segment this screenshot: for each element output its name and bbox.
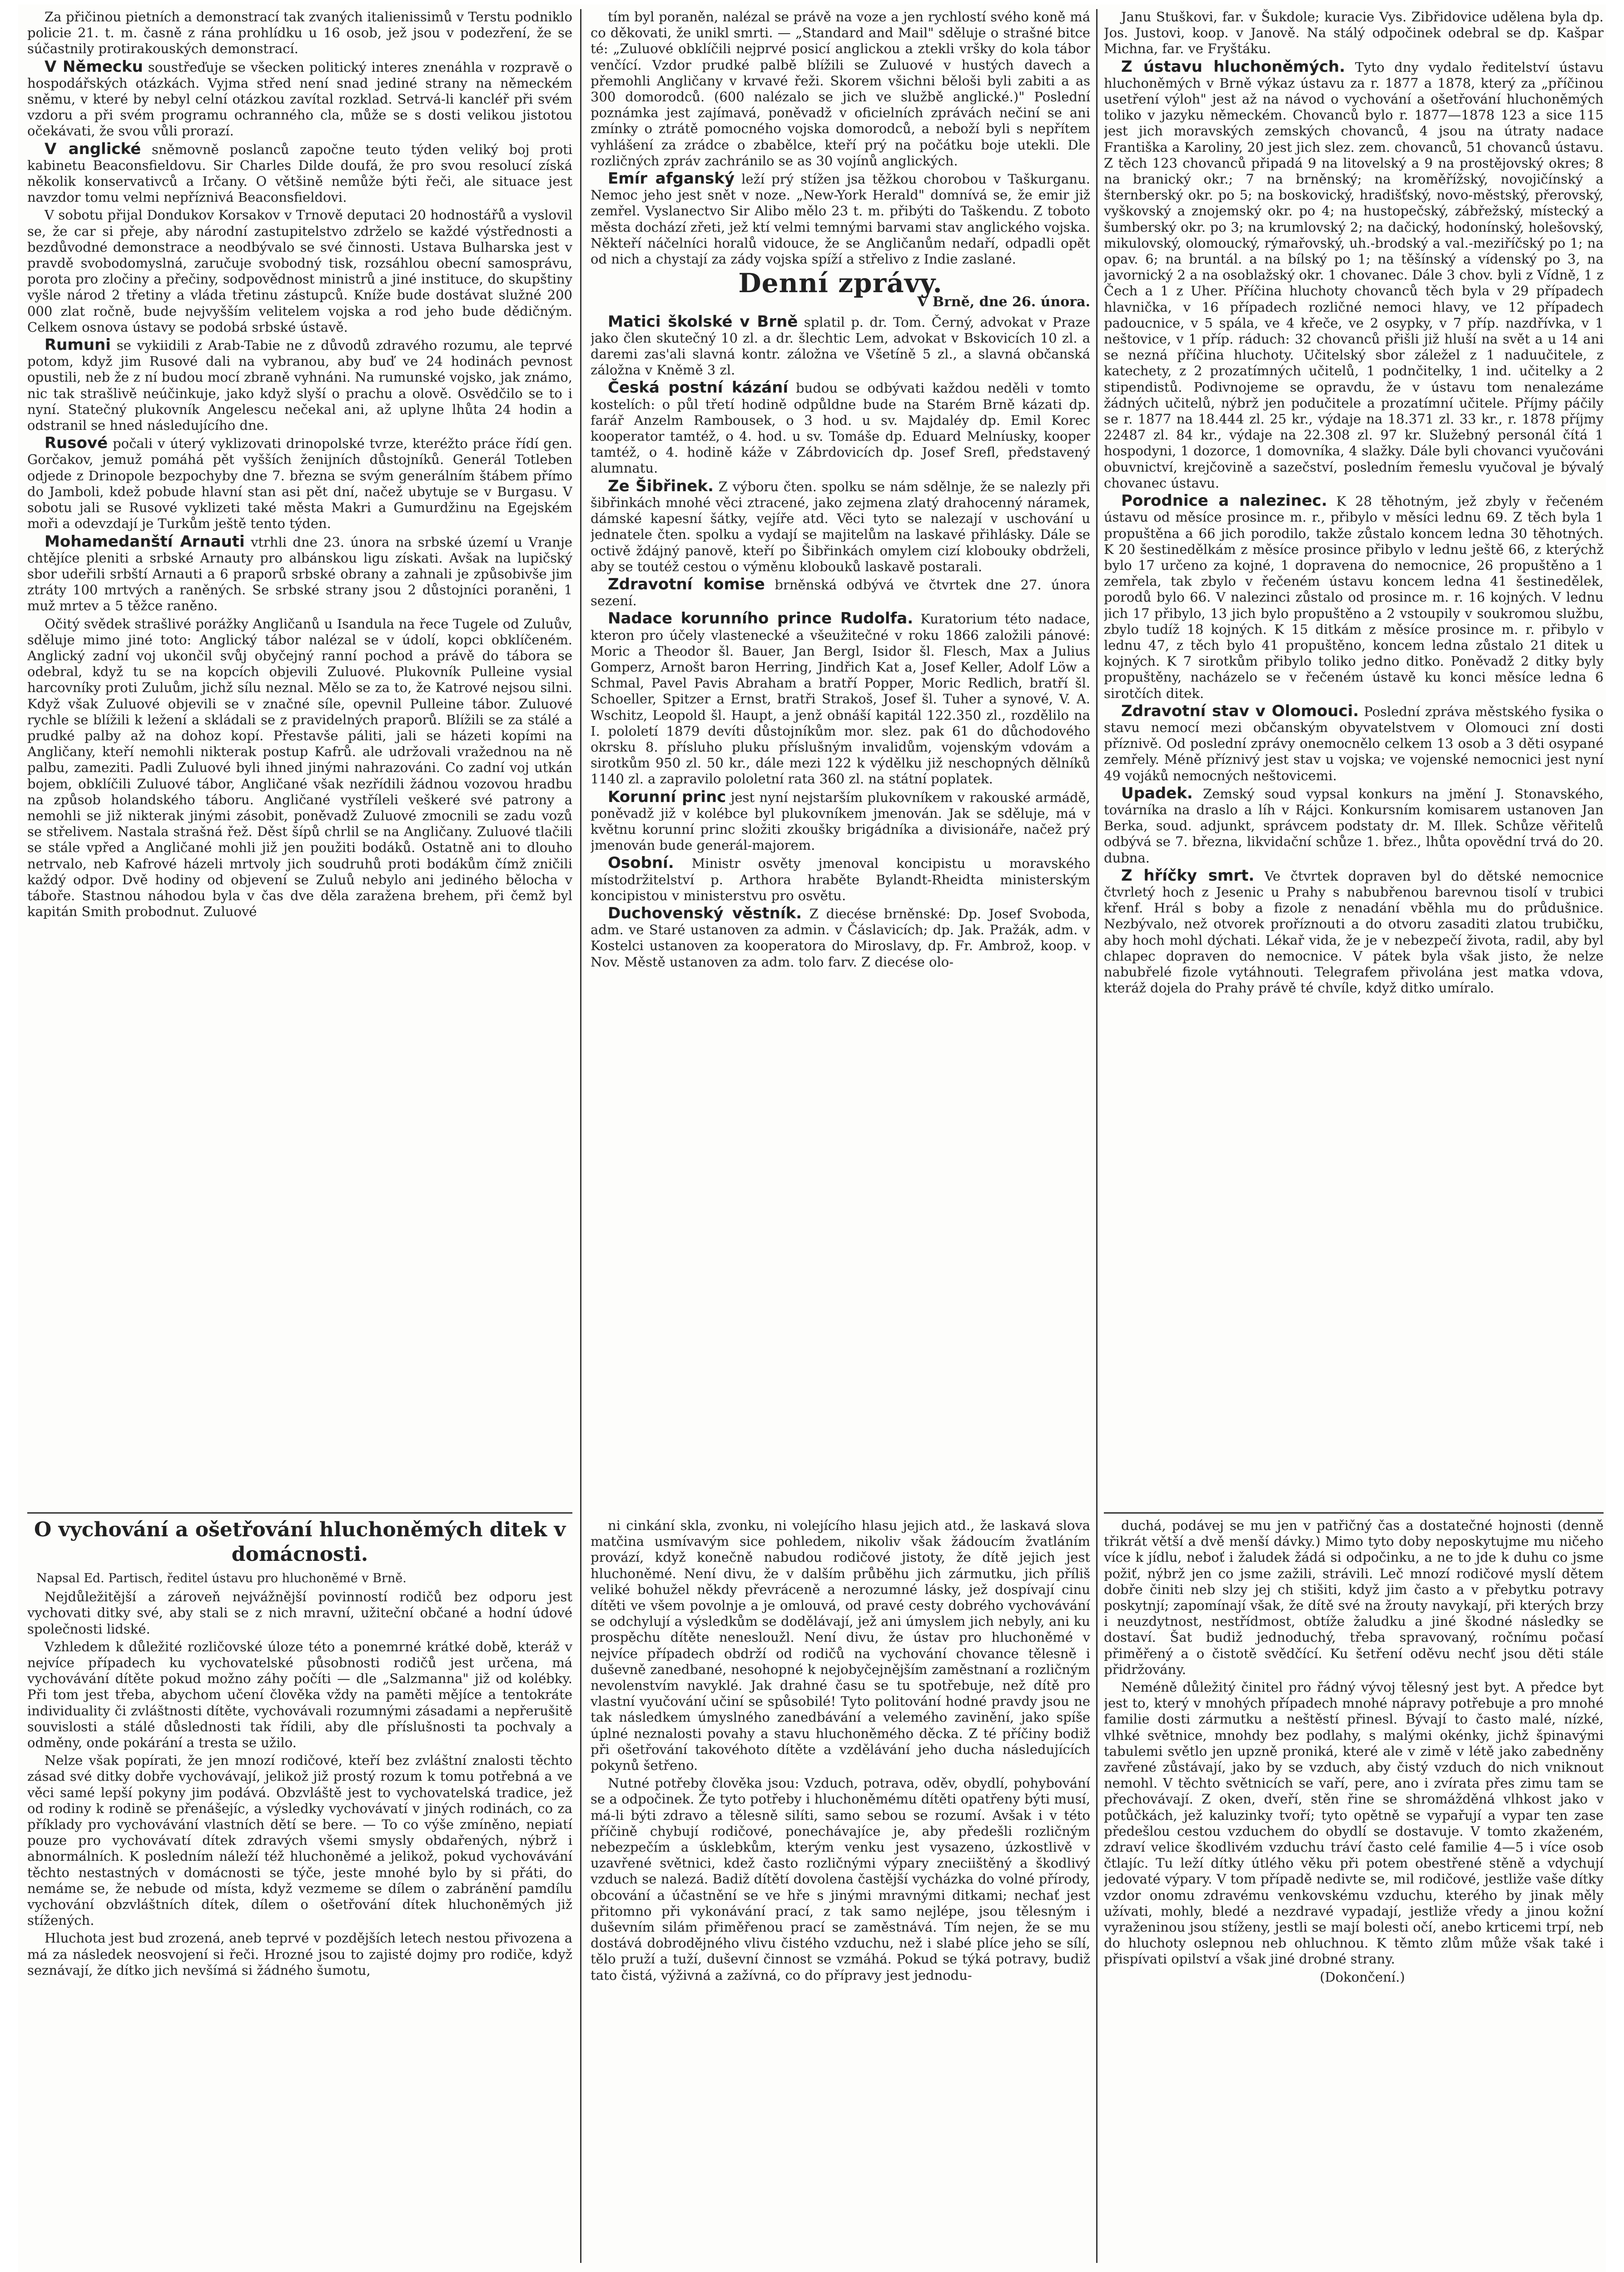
article-paragraph: duchá, podávej se mu jen v patřičný čas a dostatečné hojnosti (denně třikrát větší a dvě menší dávky.) Mimo tyto doby neposkytujme mu ničeho více k jídlu, neboť i žaludek žádá si odpočinku, a ne to jde k duhu co jsme požiť, nýbrž jen co jsme zažili, strávili. Leč mnozí rodičové myslí dětem dobře činiti neb slzy jej ch stišiti, když jim často a v přebytku potravy poskytnjí; zapomínají však, že dítě své na žrouty navykají, při kterých brzy i neuzdytnost, nestřídmost, obtíže žaludku a jiné škodné následky se dostaví. Šat budiž jednoduchý, třeba spravovaný, ročnímu počasí přiměřený a o čistotě svědčící. Ku šetření oděvu nechť jsou děti stále přidržovány. [1104, 1518, 1604, 1677]
news-item [27, 435, 572, 532]
article-paragraph: Neméně důležitý činitel pro řádný vývoj tělesný jest byt. A předce byt jest to, který v mnohých případech mnohé nápravy potřebuje a pro mnohé familie dosti zármutku a neštěstí přinesl. Bývají to často malé, nízké, vlhké světnice, mnohdy bez podlahy, s malými okénky, jichž špinavými tabulemi světlo jen upzně proniká, které ale v zimě v létě jako zabedněny zavřené zůstávají, jako by se vzduch, aby čistý vzduch do nich vniknout nemohl. V těchto světnicích se vaří, pere, ano i zvírata přes zimu tam se přechovávají. Z oken, dveří, stěn řine se shromážděná vlhkost jako v potůčkách, jež kaluzinky tvoří; tyto opětně se vypařují a vypar ten zase předešlou cestou vzduchem do obydlí se dostavuje. V tomto zkaženém, zdraví velice škodlivém vzduchu tráví často celé familie 4—5 i více osob čtlajíc. Tu leží dítky útlého věku při potem obestřené stěně a vdychují jedovaté výpary. V tom případě nedivte se, mil rodičové, jestliže vaše dítky vzdor onomu zdravému venkovskému vzduchu, kterého by jinak měly užívati, mohly, bledé a nezdravé vypadají, jestliže vředy a jinou kožní vyraženinou jsou stíženy, jestli se mají bolesti očí, anebo krticemi trpí, neb do hluchoty oslepnou neb ohluchnou. K těmto zlům může však také i přispívati opilství a však jiné drobné strany. [1104, 1679, 1604, 1967]
article-continued-note: (Dokončení.) [1320, 1969, 1405, 1985]
news-item-heading: Zdravotní stav v Olomouci. [1121, 702, 1359, 720]
divider-right [1104, 1512, 1604, 1514]
emir-text: leží prý stížen jsa těžkou chorobou v Taškurganu. Nemoc jeho jest snět v noze. „New-York Herald" domnívá se, že emir již zemřel. Vyslanectvo Sir Alibo mělo 23 t. m. přibýti do Taškendu. Z toboto města dochází zřeti, jež ktí velmi temnými barvami stav anglického vojska. Někteří náčelníci horalů vidouce, že se Angličanům nedaří, odpadli opět od nich a chystají za zády vojska spíží a střelivo z Indie zaslané. [591, 171, 1090, 267]
article-right-body [1104, 1518, 1604, 1985]
column-rule-1 [580, 9, 581, 2263]
news-item [591, 577, 1090, 609]
news-item [591, 855, 1090, 904]
news-item-text: splatil p. dr. Tom. Černý, advokat v Praze jako člen skutečný 10 zl. a dr. šlechtic Lem, advokat v Bskovicích 10 zl. a daremi zas'ali slavná kontr. záložna ve Všetíně 5 zl., a slavná občanská záložna v Kněmě 3 zl. [591, 314, 1090, 378]
news-item [591, 314, 1090, 379]
news-items [591, 314, 1090, 970]
news-item [1104, 493, 1604, 702]
news-item-text: Z výboru čten. spolku se nám sdělnje, že se nalezly při šibřinkách mnohé věci ztracené, jako zejmena zlatý drahocenný náramek, dámské kapesní šátky, vejíře atd. Věci tyto se nalezají v uschování u jednatele čten. spolku a vydají se majitelům na laskavé přihlásky. Dále se octivě ždájný panově, kteří po Šibřinkách omylem cizí klobouky obdrželi, aby se toutéž cestou o výměnu klobouků laskavě postarali. [591, 478, 1090, 574]
article-paragraph: Nejdůležitější a zároveň nejvážnější povinností rodičů bez odporu jest vychovati ditky své, aby stali se z nich mravní, užiteční občané a hodní údové společnosti lidské. [27, 1589, 572, 1637]
article-left-body [27, 1589, 572, 1978]
news-item-text: Za přičinou pietních a demonstrací tak zvaných italienissimů v Terstu podniklo policie 21. t. m. časně z rána prohlídku u 16 osob, jež jsou v podezření, že se súčastnily protirakouských demonstrací. [27, 9, 572, 57]
news-item-text: Z diecése brněnské: Dp. Josef Svoboda, adm. ve Staré ustanoven za admin. v Čáslavicích; dp. Jak. Pražák, adm. v Kostelci ustanoven za kooperatora do Miroslavy, dp. Fr. Ambrož, koop. v Nov. Městě ustanoven za adm. tolo farv. Z diecése olo- [591, 906, 1090, 970]
news-item-text: Poslední zpráva městského fysika o stavu nemocí mezi občanským obyvatelstvem v Olomouci zní dosti příznivě. Od poslední zprávy onemocnělo celkem 13 osob a 3 děti osypané zemřely. Méně příznivý jest stav u vojska; ve vojenské nemocnici jest nyní 49 vojáků nemocných neštovicemi. [1104, 703, 1604, 783]
news-item-heading: Korunní princ [608, 787, 726, 806]
news-item [27, 9, 572, 57]
article-column-middle [591, 1518, 1090, 2267]
news-item-heading: Rumuni [45, 336, 111, 354]
news-item-heading: Česká postní kázání [608, 379, 789, 397]
news-item [1104, 868, 1604, 996]
news-item-text: V sobotu přijal Dondukov Korsakov v Trnově deputaci 20 hodnostářů a vyslovil se, že car si přeje, aby národní zastupitelstvo zdrželo se každé výstřednosti a bezdůvodné demonstrace a neodbývalo se své činnosti. Ustava Bulharska jest v pravdě svobodomyslná, zaručuje svobodný tisk, rozsáhlou obecní samosprávu, porota pro zločiny a přečiny, sodpovědnost ministrů a jiné instituce, do skupštiny vyšle národ 2 třetiny a vláda třetinu zástupců. Kníže bude dostávat služné 200 000 zlat ročně, bude nejvyšším velitelem vojska a rod jeho bude dědičným. Celkem osnova ústavy se podobá srbské ústavě. [27, 207, 572, 335]
news-item [27, 59, 572, 140]
emir-heading: Emír afganský [608, 169, 735, 188]
news-item-text: Zemský soud vypsal konkurs na jmění J. Stonavského, továrníka na draslo a líh v Rájci. Konkursním komisarem ustanoven Jan Berka, soud. adjunkt, správcem podstaty dr. M. Illek. Schůze věřitelů odbývá se 7. března, likvidační schůze 1. břez., lhůta opovědní trvá do 20. dubna. [1104, 786, 1604, 866]
news-item-heading: Z hříčky smrt. [1121, 866, 1255, 885]
news-item-text: K 28 těhotným, jež zbyly v řečeném ústavu od měsíce prosince m. r., přibylo v měsíci lednu 69. Z těch byla 1 propuštěna a 66 jich porodilo, takže zůstalo koncem ledna 30 těhotných. K 20 šestinedělkám z měsíce prosince přibylo v lednu ještě 66, z kterýchž bylo 17 určeno za kojné, 1 dopravena do nemocnice, 26 propuštěno a 1 zemřela, tak zbylo v řečeném ústavu koncem ledna 41 šestinedělek, porodů bylo 66. V nalezinci zůstalo od prosince m. r. 16 kojných. V lednu jich 17 přibylo, 13 jich bylo propuštěno a 2 vstoupily v soukromou službu, zbylo tudíž 18 kojných. K 15 ditkám z měsíce prosince m. r. přibylo v lednu 47, z těch bylo 41 propuštěno, koncem ledna zůstalo 21 ditek u kojných. K 7 sirotkům přibylo toliko jedno ditko. Poněvadž 2 ditky byly propuštěny, nacházelo se v řečeném ústavě ku konci měsíce ledna 6 sirotčích ditek. [1104, 493, 1604, 701]
news-item-heading: Nadace korunního prince Rudolfa. [608, 609, 914, 628]
news-item-text: Ve čtvrtek dopraven byl do dětské nemocnice čtvrletý hoch z Jesenic u Prahy s nabubřenou barevnou tisolí v trubici křenf. Hrál s boby a fizole z nenadání vběhla mu do průdušnice. Nezbývalo, než otvorek proříznouti a do otvoru zasaditi zlatou trubičku, aby hoch mohl dýchati. Lékař vida, že je v nebezpečí života, radil, aby byl chlapec dopraven do nemocnice. V pátek byla však jisto, že nelze nabubřelé fizole vytáhnouti. Telegrafem přivolána jest matka vdova, kteráž dojela do Prahy právě té chvíle, když ditko umíralo. [1104, 868, 1604, 996]
news-item-text: budou se odbývati každou neděli v tomto kostelích: o půl třetí hodině odpůldne bude na Starém Brně kázati dp. farář Anzelm Rambousek, o 3 hod. u sv. Majdaléy dp. Emil Korec kooperator tamtéž, o 4. hod. u sv. Tomáše dp. Eduard Melníusky, kooper tamtéž, o 4. hodině káže v Zábrdovicích dp. Josef Srefl, představený alumnatu. [591, 380, 1090, 476]
article-byline: Napsal Ed. Partisch, ředitel ústavu pro hluchoněmé v Brně. [36, 1571, 407, 1585]
news-item-heading: Z ústavu hluchoněmých. [1121, 57, 1346, 76]
news-item-heading: Rusové [45, 434, 108, 453]
emir-item [591, 171, 1090, 267]
newspaper-page [18, 5, 1606, 2272]
news-item-text: vtrhli dne 23. února na srbské území u Vranje chtějíce pleniti a srbské Arnauty pro albánskou ligu získati. Avšak na lupičský sbor udeřili srbští Arnauti a 6 praporů srbské obrany a zahnali je způsobivše jim ztráty 100 mrtvých a raněných. Se srbské strany jsou 2 důstojníci poraněni, 1 muž mrtev a 5 těžce raněno. [27, 534, 572, 614]
divider-left [27, 1512, 572, 1514]
news-item-heading: V anglické [45, 140, 141, 158]
news-item-text: Kuratorium této nadace, kteron pro účely vlastenecké a všeužitečné v roku 1866 založili pánové: Moric a Theodor šl. Bauer, Jan Bergl, Isidor šl. Flesch, Max a Julius Gomperz, Arnošt baron Herring, Jindřich Kat a, Josef Keller, Adolf Löw a Schmal, Pavel Pavis Abraham a bratří Popper, Moric Redlich, bratří šl. Schoeller, Spitzer a Ernst, bratři Strakoš, Josef šl. Tuher a synové, V. A. Wschitz, Leopold šl. Haupt, a jenž obnáší kapitál 122.350 zl., rozdělilo na I. pololetí 1879 devíti důstojníkům mor. slez. pak 61 do důchodového okrsku 8. přísluho pluku příslušným invalidům, vojenským vdovám a sirotkům 950 zl. 50 kr., dále mezi 122 k výdělku již neschopných dělníků 1140 zl. a zapravilo pololetní rata 360 zl. na státní poplatek. [591, 611, 1090, 787]
article-paragraph: Nutné potřeby člověka jsou: Vzduch, potrava, oděv, obydlí, pohybování se a odpočinek. Že tyto potřeby i hluchoněmému dítěti opatřeny býti musí, má-li býti zdravo a tělesně silíti, samo sebou se rozumí. Avšak i v této příčině chybují rodičové, ponechávajíce je, aby předešli rozličným nebezpečím a úsklebkům, kterým venku jest vysazeno, úzkostlivě v uzavřené světnici, kdež často rozličnými výpary zneciištěný a škodlivý vzduch se nalezá. Badiž dítětí dovolena častější vycházka do volné přírody, obcování a účastnění se ve hře s jinými mravnými ditkami; nechať jest přitomno při vykonávání prací, z tak samo nejlépe, jsou tělesným i duševním silám přiměřenou prací se zaměstnává. Tím nejen, že se mu dostává dobrodějného vlivu čistého vzduchu, než i slabé plíce jeho se sílí, tělo pruží a tuží, duševní činnost se vzmáhá. Pokud se týká potravy, budiž tato čistá, výživná a zažívná, co do přípravy jest jednodu- [591, 1775, 1090, 1983]
news-item-heading: Mohamedanští Arnauti [45, 532, 245, 551]
article-title: O vychování a ošetřování hluchoněmých ditek v domácnosti. [34, 1518, 566, 1566]
news-item [1104, 786, 1604, 866]
news-item-heading: Zdravotní komise [608, 575, 765, 593]
news-item-text: se vykiidili z Arab-Tabie ne z důvodů zdravého rozumu, ale teprvé potom, když jim Rusové dali na vybranou, aby buď ve 24 hodinách pevnost opustili, neb že z ní budou mocí zbraně vyhnáni. Na rumunské vojsko, jak známo, nic tak strašlivě neúčinkuje, jako když slyší o prachu a olově. Osvědčilo se to i nyní. Statečný plukovník Angelescu nečekal ani, až uplyne lhůta 24 hodin a odstranil se hned následujícího dne. [27, 338, 572, 433]
news-item [591, 789, 1090, 854]
dateline: V Brně, dne 26. února. [917, 294, 1090, 310]
news-item-text: Ministr osvěty jmenoval koncipistu u moravského místodržitelství p. Arthora hraběte Bylandt-Rheidta ministerským koncipistou v ministerstvu pro osvětu. [591, 856, 1090, 903]
news-item-text: sněmovně poslanců započne teuto týden veliký boj proti kabinetu Beaconsfieldovu. Sir Charles Dilde doufá, že pro svou resolucí získá několik konservativců a Irčany. O většině nemůže býti řeči, ale situace jest navzdor tomu velmi nepříznivá Beaconsfieldovi. [27, 141, 572, 205]
news-item-heading: Upadek. [1121, 784, 1193, 802]
news-item [591, 906, 1090, 970]
news-item-heading: Duchovenský věstník. [608, 904, 802, 922]
news-item [591, 478, 1090, 575]
article-paragraph: ni cinkání skla, zvonku, ni volejícího hlasu jejich atd., že laskavá slova matčina usmívavým sice pohledem, nikoliv však žádoucím žvatláním provází, když konečně nabudou rodičové jistoty, že dítě jejich jest hluchoněmé. Není divu, že v dalším průběhu jich zármutku, jich příliš veliké bohužel někdy převráceně a nerozumné lásky, jež dospívají cinu dítěti ve všem povolnje a je omlouvá, od pravé cesty dobrého vychovávání se odchylují a výsledkům se dodělávají, jež ani úmyslem jich nebyly, ani ku prospěchu dítěte nenesloužl. Není divu, že ústav pro hluchoněmé v nejvíce případech obdrží od rodičů na vychování chovance tělesně i duševně zanedbané, nesohopné k nejobyčejnějším zaměstnaní a rozličným nevolenstvím navyklé. Jak drahné času se tu spotřebuje, než dítě pro vlastní vyučování učiní se spůsobilé! Tyto politování hodné pravdy jsou ne tak následkem úmyslného zanedbávání a velemého zavinění, jako spíše úplné neznalosti povahy a stavu hluchoněmého děcka. Z té příčiny bodiž při ošetřování takovéhoto dítěte a vzdělávání jeho ducha následujících pokynů šetřeno. [591, 1518, 1090, 1774]
article-column-left [27, 1518, 572, 2267]
article-column-right [1104, 1518, 1604, 2267]
article-paragraph: Vzhledem k důležité rozličovské úloze této a ponemrné krátké době, kteráž v nejvíce případech ku vychovatelské působnosti rodičů jest určena, má vychovávání dítěte pokud možno záhy počíti — dle „Salzmanna" již od kolébky. Při tom jest třeba, abychom učení člověka vždy na paměti mějíce a tentokráte individuality či zvláštnosti dítěte, vychovávali rozumnými zásadami a nepřerušitě souvislosti a stálé důslednosti tak řídili, aby dle příslušnosti ta pochvaly a odměny, onde pokárání a tresta se užilo. [27, 1639, 572, 1751]
news-item [1104, 59, 1604, 491]
section-title-denni-zpravy: Denní zprávy. [738, 268, 943, 299]
article-middle-body [591, 1518, 1090, 1983]
news-item [591, 380, 1090, 476]
article-paragraph: Nelze však popírati, že jen mnozí rodičové, kteří bez zvláštní znalosti těchto zásad své ditky dobře vychovávají, jelikož již prostý rozum k tomu potřebná a ve věci samé lepší pokyny jim podává. Obzvláště jest to vychovatelská tradice, jež od rodiny k rodině se přenášejíc, a výsledky vychovávatí v jiných rodinách, co za příklady pro vychovávání vlastních dětí se bere. — To co výše zmíněno, nepiatí pouze pro vychovávatí dítek zdravých všemi smysly obdařených, nýbrž i abnormálních. K posledním náleží též hluchoněmé a jelikož, pokud vychovávání těchto nestastných v domácnosti se týče, jeste mnohé bylo by si přáti, do nemáme se, že nebude od místa, když vezmeme se dílem o zabránění pamdílu vychování obzvláštních dítek, dílem o ošetřování dítek hluchoněmých již stížených. [27, 1753, 572, 1928]
news-item-text: Očitý svědek strašlivé porážky Angličanů u Isandula na řece Tugele od Zuluův, sděluje mimo jiné toto: Anglický tábor nalézal se v údolí, kopci obklíčeném. Anglický zadní voj ukončil svůj obyčejný ranní pochod a právě do tábora se odebral, když tu se na kopcích objevili Zuluové. Plukovník Pulleine vysial harcovníky proti Zuluům, jichž sílu neznal. Mělo se za to, že Katrové nejsou silni. Když však Zuluové objevili se v značné síle, opevnil Pulleine tábor. Zuluové rychle se blížili k ležení a skládali se z pravidelných praporů. Blížili se za stálé a prudké palby až na dohoz kopí. Přestavše páliti, jali se házeti kopími na Angličany, kteří nemohli nikterak postup Kafrů. ale udržovali vražednou na ně palbu, zameziti. Padli Zuluové byli ihned jinými nahrazováni. Co zadní voj utkán bojem, obklíčili Zuluové tábor, Angličané však nezřídili žádnou vozovou hradbu na způsob holandského táboru. Angličané vystříleli veškeré své patrony a nemohli se již nikterak jinými zásobit, poněvadž Zuluové zmocnili se zadu vozů se střelivem. Nastala strašná řež. Děst šípů chrlil se na Angličany. Zuluové tlačili se stále vpřed a Angličané mohli již jen použiti bodáků. Ostatně ani to dlouho netrvalo, neb Kafrové házeli mrtvoly jich soudruhů proti bodákům čímž zničili každý odpor. Dvě hodiny od objevení se Zuluů nebylo ani jediného bělocha v táboře. Stastnou náhodou byla v čas dve děla zaražena brehem, při čemž byl kapitán Smith probodnut. Zuluové [27, 616, 572, 920]
news-item [591, 611, 1090, 787]
column-rule-2 [1096, 9, 1098, 2263]
regional-items [1104, 59, 1604, 996]
news-item-heading: Osobní. [608, 854, 674, 872]
column-news [591, 9, 1090, 1009]
column-politics [27, 9, 572, 1509]
news-item [27, 141, 572, 206]
news-item [1104, 703, 1604, 784]
article-paragraph: Hluchota jest bud zrozená, aneb teprvé v pozdějších letech nestou přivozena a má za následek neosvojení si řeči. Hrozné jsou to zajisté dojmy pro rodiče, když seznávají, že dítko jich nevšímá si žádného šumotu, [27, 1930, 572, 1978]
news-item [27, 337, 572, 433]
clergy-continued: Janu Stuškovi, far. v Šukdole; kuracie Vys. Zibřidovice udělena byla dp. Jos. Justovi, koop. v Janově. Na stálý odpočinek odebral se dp. Kašpar Michna, far. ve Fryštáku. [1104, 9, 1604, 57]
news-item-heading: Porodnice a nalezinec. [1121, 492, 1327, 510]
news-item-heading: Matici školské v Brně [608, 312, 798, 331]
news-item [27, 207, 572, 335]
news-item-heading: Ze Šibřinek. [608, 477, 714, 495]
news-item-text: soustřeďuje se všecken politický interes znenáhla v rozpravě o hospodářských otázkách. Vyjma střed není snad jediné strany na německém sněmu, v které by nebyl celní otázkou zavítal rozklad. Setrvá-li kancléř při svém vzdoru a při svém programu ochranného cla, může se s dosti velikou jistotou očekávati, že svou vůli prorazí. [27, 59, 572, 139]
news-item [27, 534, 572, 614]
battle-report-continued: tím byl poraněn, nalézal se právě na voze a jen rychlostí svého koně má co děkovati, že unikl smrti. — „Standard and Mail" sděluje o strašné bitce té: „Zuluové obklíčili nejprvé posicí anglickou a ztekli vršky do kola tábor venčící. Vzdor prudké palbě blížili se Zuluové v hustých davech a přemohli Angličany v krvavé řeži. Skorem všichni běloši byli zabiti a as 300 domorodců. (600 nalézalo se jich ve službě anglické.)" Poslední poznámka jest zajímavá, poněvadž v oficielních zprávách nečiní se ani zmínky o ztrátě pomocného vojska domorodců, a neboží byli s nepřítem vyhlášení za zrádce o zbabělce, kteří prý na počátku boje utekli. Dle rozličných zpráv zachránilo se as 30 vojínů anglických. [591, 9, 1090, 169]
news-item-text: počali v úterý vyklizovati drinopolské tvrze, kteréžto práce řídí gen. Gorčakov, jemuž pomáhá pět vyšších ženijních důstojníků. Generál Totleben odjede z Drinopole bezpochyby dne 7. března se svým generálním štábem přímo do Jamboli, kdež pobude hlavní stan asi pět dní, načež ubytuje se v Burgasu. V sobotu jali se Rusové vyklizeti také města Makri a Gumurdžinu na Egejském moři a odevzdají je Turkům ještě tento týden. [27, 436, 572, 532]
news-item-text: Tyto dny vydalo ředitelství ústavu hluchoněmých v Brně výkaz ústavu za r. 1877 a 1878, který za „příčinou usetření výloh" jest až na návod o vychování a ošetřování hluchoněmých toliko v jazyku německém. Chovanců bylo r. 1877—1878 123 a sice 115 jest jich moravských zemských chovanců, 4 jsou na útraty nadace Františka a Karoliny, 20 jest jich slez. zem. chovanců, 51 chovanců ústavu. Z těch 123 chovanců připadá 9 na litovelský a 9 na prostějovský okres; 8 na branický okr.; 7 na brněnský; na kroměřížský, novojičínský a šternberský okr. po 5; na boskovický, hradišťský, novo-městský, přerovský, vyškovský a znojemský okr. po 4; na hustopečský, zábřežský, místecký a šumberský okr. po 3; na krumlovský 2; na dačický, hodonínský, holešovský, mikulovský, olomoucký, rýmařovský, uh.-brodský a val.-meziříčský po 1; na opav. 6; na bruntál. a na bílský po 1; na těšínský a vídenský po 3, na javornický 2 a na osoblažský okr. 1 chovanec. Dále 3 chov. byli z Vídně, 1 z Čech a 1 z Uher. Příčina hluchoty chovanců těch byla v 29 případech hlavnička, v 16 případech rozličné nemoci hlavy, ve 12 případech padoucnice, v 5 spála, ve 4 křeče, ve 2 osypky, v 7 příp. nazdřívka, v 1 neštovice, v 1 příp. ráduch: 32 chovanců přišli již hluší na svět a u 14 ani se nezná příčina hluchoty. Učitelský sbor záležel z 1 naduučitele, z katechety, z 2 prozatímných učitelů, 1 podnčitelky, 1 ind. učitelky a 2 stipendistů. Podivnojeme se opravdu, že v ústavu tom nenalezáme žádných učitelů, nýbrž jen podučitele a prozatímní učitele. Příjmy páčily se r. 1877 na 18.444 zl. 25 kr., výdaje na 18.371 zl. 33 kr., r. 1878 příjmy 22487 zl. 84 kr., výdaje na 22.308 zl. 97 kr. Služebný personál čítá 1 hospodyni, 1 dozorce, 1 domovníka, 4 slažky. Dále byli chovanci vyučováni obuvnictví, krejčovině a sazečství, posledním řemeslu vyučoval je bývalý chovanec ústavu. [1104, 59, 1604, 491]
news-item [27, 616, 572, 920]
news-item-text: brněnská odbývá ve čtvrtek dne 27. února sezení. [591, 577, 1090, 609]
news-item-heading: V Německu [45, 57, 143, 76]
news-item-text: jest nyní nejstarším plukovníkem v rakouské armádě, poněvadž již v kolébce byl plukovníkem jmenován. Jak se sděluje, má v květnu korunní princ složiti zkoušky brigádníka a divisionáře, načež prý jmenován bude generál-majorem. [591, 789, 1090, 853]
column-regional [1104, 9, 1604, 1490]
